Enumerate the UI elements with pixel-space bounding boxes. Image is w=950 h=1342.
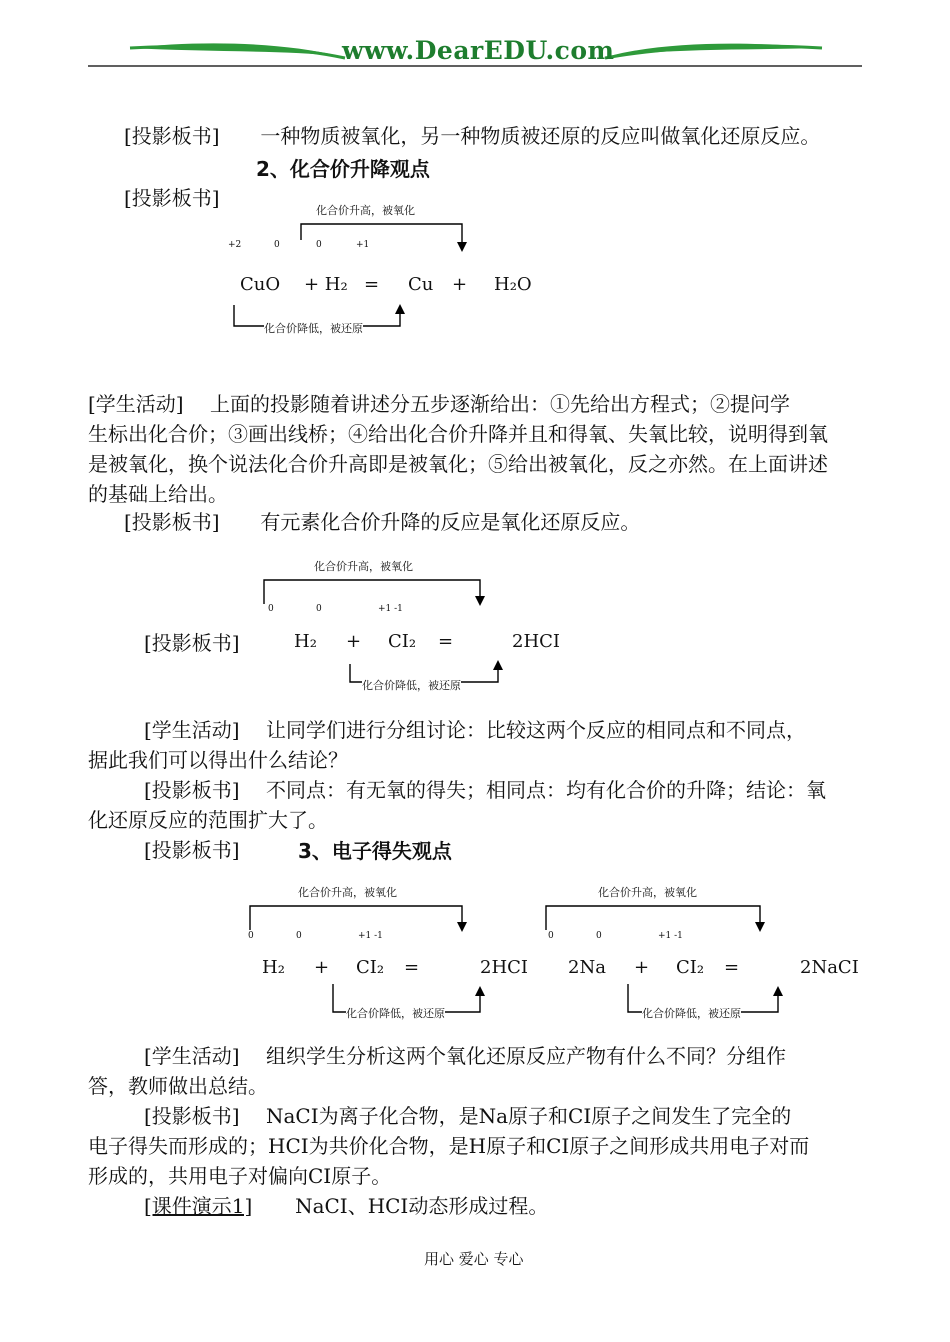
eq1-ox: +1	[356, 240, 370, 250]
eq3-ox: 0	[296, 931, 302, 941]
eq3-term: H₂	[262, 957, 285, 978]
text: 一种物质被氧化，另一种物质被还原的反应叫做氧化还原反应。	[260, 124, 821, 148]
eq3-ox: +1 -1	[358, 931, 383, 941]
paragraph-3-line: 是被氧化，换个说法化合价升高即是被氧化；⑤给出被氧化，反之亦然。在上面讲述	[88, 452, 828, 476]
eq3-term: CI₂	[356, 957, 385, 978]
eq4-term: =	[724, 957, 740, 978]
paragraph-7-line: 化还原反应的范围扩大了。	[88, 808, 328, 832]
eq1-term: =	[364, 274, 380, 295]
eq2-ox: 0	[268, 604, 274, 614]
text: NaCI、HCI动态形成过程。	[295, 1194, 549, 1218]
eq1-term: + H₂	[304, 274, 348, 295]
paragraph-9-line: [学生活动] 组织学生分析这两个氧化还原反应产物有什么不同？分组作	[144, 1044, 786, 1068]
tag: [投影板书]	[124, 510, 220, 534]
eq3-upper-label: 化合价升高，被氧化	[298, 886, 397, 899]
eq1-lower-label: 化合价降低，被还原	[264, 322, 363, 335]
eq1-term: Cu	[408, 274, 434, 295]
eq3-lower-label: 化合价降低，被还原	[346, 1007, 445, 1020]
eq4-upper-label: 化合价升高，被氧化	[598, 886, 697, 899]
eq3-ox: 0	[248, 931, 254, 941]
eq4-term: 2Na	[568, 957, 606, 978]
eq2-lower-label: 化合价降低，被还原	[362, 679, 461, 692]
paragraph-11	[144, 1191, 548, 1221]
paragraph-3-line: 的基础上给出。	[88, 482, 228, 506]
heading-2: 2、化合价升降观点	[256, 157, 430, 181]
paragraph-10-line: 电子得失而形成的；HCI为共价化合物，是H原子和CI原子之间形成共用电子对而	[88, 1134, 810, 1158]
eq1-ox: 0	[274, 240, 280, 250]
paragraph-10-line: [投影板书] NaCI为离子化合物，是Na原子和CI原子之间发生了完全的	[144, 1104, 792, 1128]
eq4-ox: 0	[548, 931, 554, 941]
eq1-term: H₂O	[494, 274, 532, 295]
eq1-term: +	[452, 274, 468, 295]
text: 有元素化合价升降的反应是氧化还原反应。	[260, 510, 641, 534]
paragraph-10-line: 形成的，共用电子对偏向CI原子。	[88, 1164, 392, 1188]
tag-p5: [投影板书]	[144, 631, 240, 655]
eq2-term: +	[346, 631, 362, 652]
paragraph-9-line: 答，教师做出总结。	[88, 1074, 268, 1098]
eq2-term: =	[438, 631, 454, 652]
tag-p2: [投影板书]	[124, 186, 220, 210]
eq2-term: CI₂	[388, 631, 417, 652]
eq2-ox: 0	[316, 604, 322, 614]
eq1-ox: +2	[228, 240, 242, 250]
eq3-term: =	[404, 957, 420, 978]
eq2-term: 2HCI	[512, 631, 561, 652]
eq4-ox: +1 -1	[658, 931, 683, 941]
tag-p8: [投影板书]	[144, 838, 240, 862]
eq4-ox: 0	[596, 931, 602, 941]
eq1-ox: 0	[316, 240, 322, 250]
eq2-term: H₂	[294, 631, 317, 652]
eq2-ox: +1 -1	[378, 604, 403, 614]
paragraph-3-line: [学生活动] 上面的投影随着讲述分五步逐渐给出：①先给出方程式；②提问学	[88, 392, 790, 416]
tag: [投影板书]	[124, 124, 220, 148]
paragraph-7-line: [投影板书] 不同点：有无氧的得失；相同点：均有化合价的升降；结论：氧	[144, 778, 826, 802]
courseware-tag: [课件演示1]	[144, 1194, 253, 1218]
eq3-term: +	[314, 957, 330, 978]
paragraph-3-line: 生标出化合价；③画出线桥；④给出化合价升降并且和得氧、失氧比较，说明得到氧	[88, 422, 828, 446]
eq1-term: CuO	[240, 274, 281, 295]
paragraph-6-line: 据此我们可以得出什么结论？	[88, 748, 348, 772]
site-logo-text[interactable]: www.DearEDU.com	[342, 36, 615, 65]
eq3-term: 2HCI	[480, 957, 529, 978]
eq4-term: CI₂	[676, 957, 705, 978]
eq4-term: 2NaCI	[800, 957, 859, 978]
heading-3: 3、电子得失观点	[298, 839, 452, 863]
eq1-upper-label: 化合价升高，被氧化	[316, 204, 415, 217]
eq4-term: +	[634, 957, 650, 978]
eq4-lower-label: 化合价降低，被还原	[642, 1007, 741, 1020]
paragraph-6-line: [学生活动] 让同学们进行分组讨论：比较这两个反应的相同点和不同点，	[144, 718, 806, 742]
footer-text: 用心 爱心 专心	[424, 1250, 524, 1268]
eq2-upper-label: 化合价升高，被氧化	[314, 560, 413, 573]
